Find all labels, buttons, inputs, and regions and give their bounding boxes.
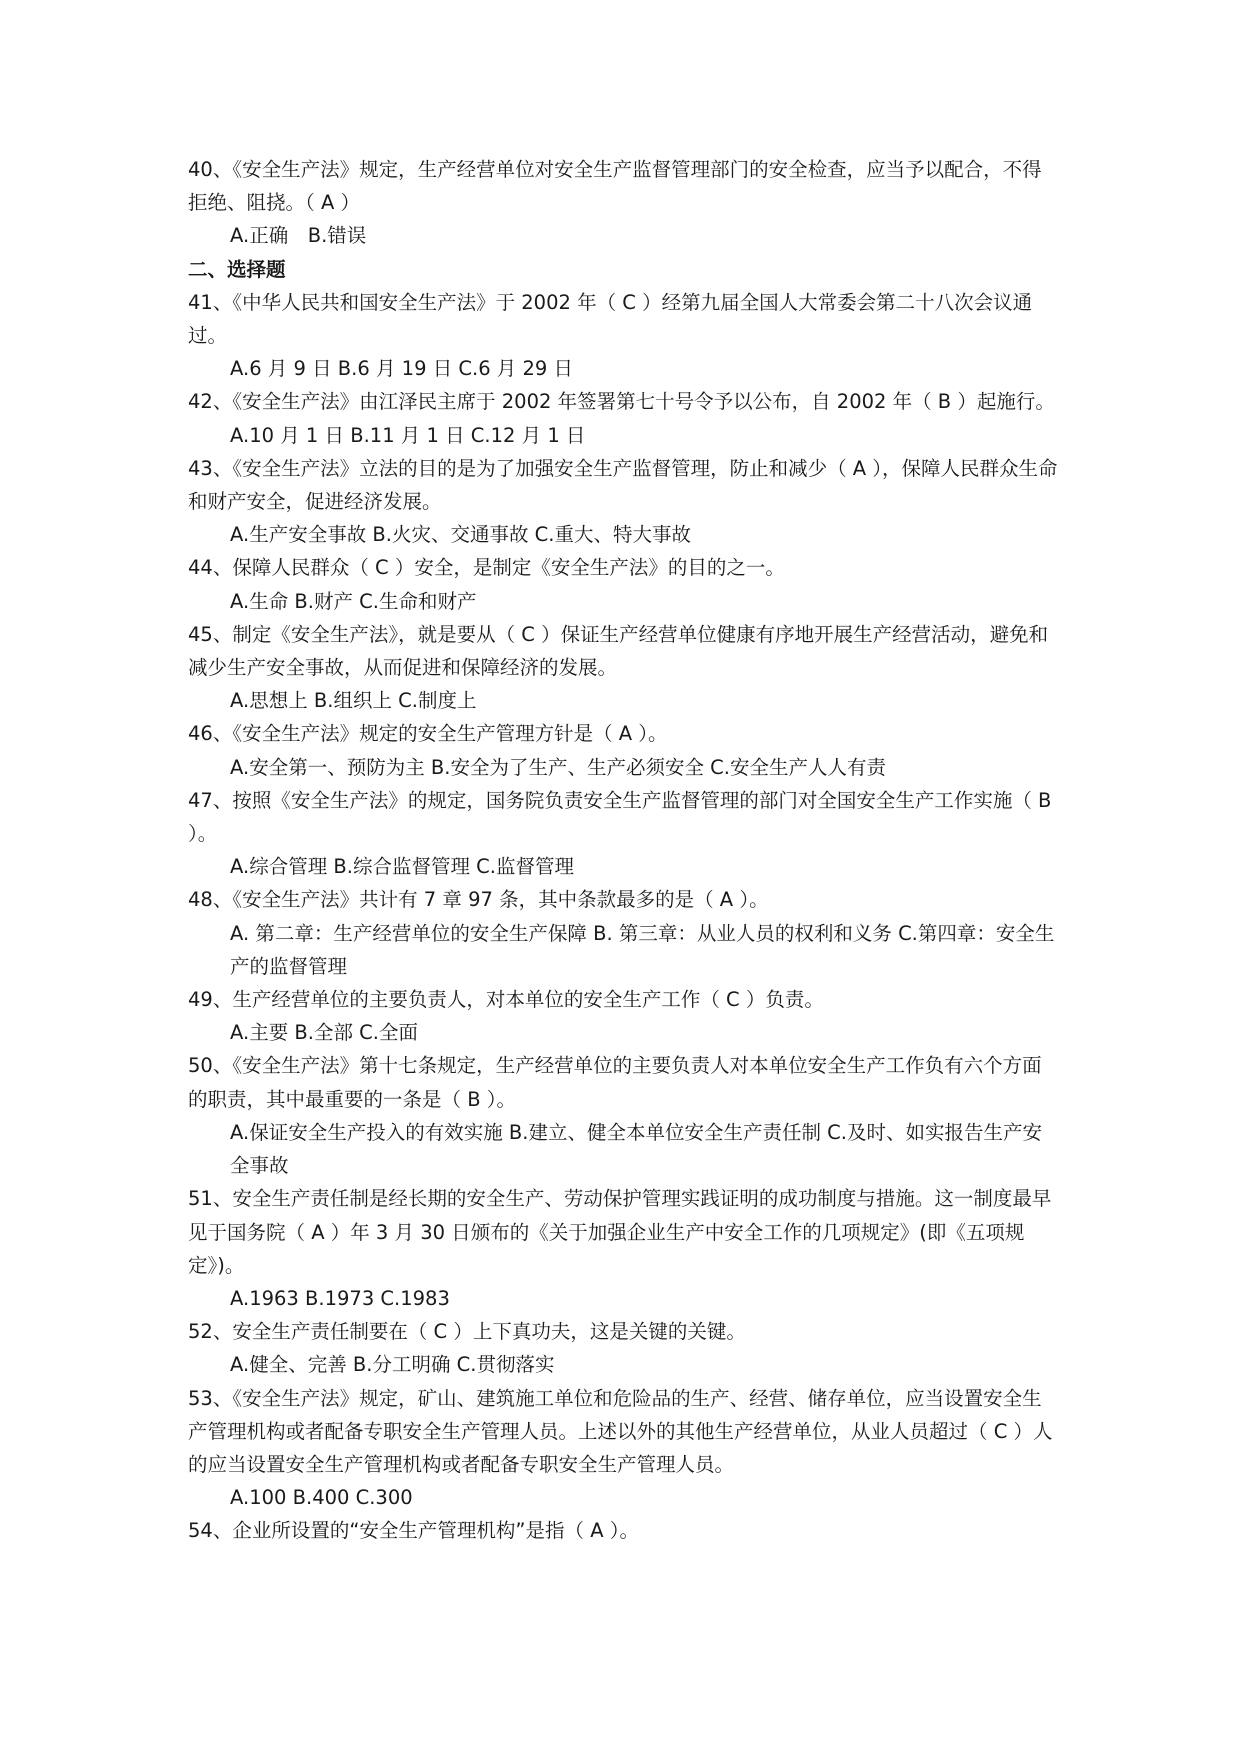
options-45: A.思想上 B.组织上 C.制度上	[230, 689, 477, 713]
options-51: A.1963 B.1973 C.1983	[230, 1286, 450, 1310]
question-50: 50、《安全生产法》第十七条规定，生产经营单位的主要负责人对本单位安全生产工作负有六个方面的职责，其中最重要的一条是（ B ）。	[188, 1054, 1042, 1111]
question-46: 46、《安全生产法》规定的安全生产管理方针是（ A ）。	[188, 722, 668, 746]
options-44: A.生命 B.财产 C.生命和财产	[230, 589, 477, 613]
question-51: 51、安全生产责任制是经长期的安全生产、劳动保护管理实践证明的成功制度与措施。这一制度最早见于国务院（ A ）年 3 月 30 日颁布的《关于加强企业生产中安全工作的几项规定》(即《五项规定》)。	[188, 1187, 1052, 1277]
question-41: 41、《中华人民共和国安全生产法》于 2002 年（ C ）经第九届全国人大常委会第二十八次会议通过。	[188, 290, 1033, 348]
options-42: A.10 月 1 日 B.11 月 1 日 C.12 月 1 日	[230, 423, 586, 447]
question-49: 49、生产经营单位的主要负责人，对本单位的安全生产工作（ C ）负责。	[188, 988, 824, 1012]
question-43: 43、《安全生产法》立法的目的是为了加强安全生产监督管理，防止和减少（ A ），保障人民群众生命和财产安全，促进经济发展。	[188, 456, 1058, 514]
question-52: 52、安全生产责任制要在（ C ）上下真功夫，这是关键的关键。	[188, 1320, 746, 1344]
question-44: 44、保障人民群众（ C ）安全，是制定《安全生产法》的目的之一。	[188, 556, 785, 580]
section-heading: 二、选择题	[188, 257, 286, 281]
options-40: A.正确 B.错误	[230, 224, 367, 248]
options-53: A.100 B.400 C.300	[230, 1486, 413, 1510]
question-40: 40、《安全生产法》规定，生产经营单位对安全生产监督管理部门的安全检查，应当予以配合，不得拒绝、阻挠。（ A ）	[188, 158, 1042, 215]
options-52: A.健全、完善 B.分工明确 C.贯彻落实	[230, 1353, 555, 1377]
options-43: A.生产安全事故 B.火灾、交通事故 C.重大、特大事故	[230, 523, 691, 547]
options-48: A. 第二章：生产经营单位的安全生产保障 B. 第三章：从业人员的权利和义务 C.第四章：安全生产的监督管理	[230, 921, 1055, 978]
options-41: A.6 月 9 日 B.6 月 19 日 C.6 月 29 日	[230, 357, 574, 381]
question-42: 42、《安全生产法》由江泽民主席于 2002 年签署第七十号令予以公布，自 2002 年（ B ）起施行。	[188, 390, 1055, 414]
question-53: 53、《安全生产法》规定，矿山、建筑施工单位和危险品的生产、经营、储存单位，应当设置安全生产管理机构或者配备专职安全生产管理人员。上述以外的其他生产经营单位，从业人员超过（ C ）人的应当设置安全生产管理机构或者配备专职安全生产管理人员。	[188, 1386, 1053, 1476]
options-47: A.综合管理 B.综合监督管理 C.监督管理	[230, 855, 574, 879]
question-54: 54、企业所设置的“安全生产管理机构”是指（ A ）。	[188, 1519, 640, 1543]
options-50: A.保证安全生产投入的有效实施 B.建立、健全本单位安全生产责任制 C.及时、如实报告生产安全事故	[230, 1120, 1042, 1178]
question-45: 45、制定《安全生产法》，就是要从（ C ）保证生产经营单位健康有序地开展生产经营活动，避免和减少生产安全事故，从而促进和保障经济的发展。	[188, 622, 1049, 680]
document-page	[188, 153, 1058, 1548]
options-46: A.安全第一、预防为主 B.安全为了生产、生产必须安全 C.安全生产人人有责	[230, 755, 886, 779]
options-49: A.主要 B.全部 C.全面	[230, 1021, 418, 1045]
question-47: 47、按照《安全生产法》的规定，国务院负责安全生产监督管理的部门对全国安全生产工作实施（ B ）。	[188, 788, 1052, 846]
question-48: 48、《安全生产法》共计有 7 章 97 条，其中条款最多的是（ A ）。	[188, 888, 769, 912]
